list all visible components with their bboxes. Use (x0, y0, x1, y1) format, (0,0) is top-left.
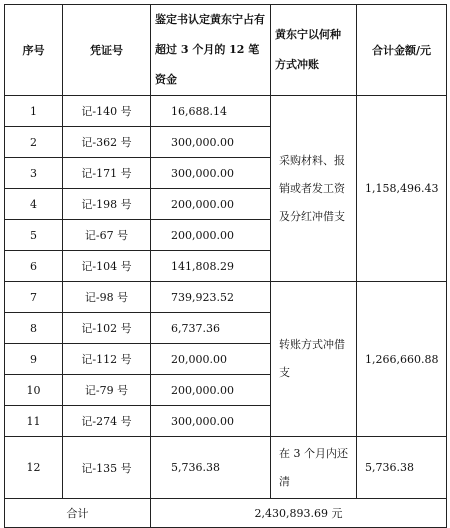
table-row (5, 96, 447, 127)
seq-cell: 8 (5, 313, 63, 344)
voucher-cell: 记-171 号 (63, 158, 151, 189)
method-line: 销或者发工资 (279, 181, 345, 195)
method-line: 及分红冲借支 (279, 209, 345, 223)
method-line: 转账方式冲借 (279, 338, 345, 351)
table-row (5, 437, 447, 499)
amount-cell: 200,000.00 (151, 220, 271, 251)
seq-cell: 7 (5, 282, 63, 313)
voucher-cell: 记-135 号 (63, 437, 151, 499)
total-cell-group-3: 5,736.38 (357, 437, 447, 499)
method-cell-group-2 (271, 282, 357, 437)
amount-cell: 300,000.00 (151, 127, 271, 158)
total-cell-group-1: 1,158,496.43 (357, 96, 447, 282)
seq-cell: 9 (5, 344, 63, 375)
amount-cell: 300,000.00 (151, 406, 271, 437)
header-row (5, 5, 447, 96)
voucher-cell: 记-102 号 (63, 313, 151, 344)
voucher-cell: 记-67 号 (63, 220, 151, 251)
method-line: 在 3 个月内还 (279, 446, 348, 460)
voucher-cell: 记-362 号 (63, 127, 151, 158)
method-line: 清 (279, 474, 290, 488)
header-total: 合计金额/元 (357, 5, 447, 96)
seq-cell: 1 (5, 96, 63, 127)
header-method-line2: 方式冲账 (275, 58, 319, 71)
seq-cell: 2 (5, 127, 63, 158)
seq-cell: 3 (5, 158, 63, 189)
method-line: 采购材料、报 (279, 153, 345, 167)
voucher-cell: 记-198 号 (63, 189, 151, 220)
seq-cell: 6 (5, 251, 63, 282)
amount-cell: 739,923.52 (151, 282, 271, 313)
amount-cell: 141,808.29 (151, 251, 271, 282)
voucher-cell: 记-112 号 (63, 344, 151, 375)
seq-cell: 10 (5, 375, 63, 406)
total-cell-group-2: 1,266,660.88 (357, 282, 447, 437)
header-amount-line2: 超过 3 个月的 12 笔资金 (155, 43, 260, 86)
voucher-cell: 记-274 号 (63, 406, 151, 437)
voucher-cell: 记-79 号 (63, 375, 151, 406)
method-line: 支 (279, 366, 290, 379)
method-cell-group-3 (271, 437, 357, 499)
header-method (271, 5, 357, 96)
amount-cell: 20,000.00 (151, 344, 271, 375)
footer-label: 合计 (5, 499, 151, 528)
footer-row (5, 499, 447, 528)
grand-total: 2,430,893.69 元 (151, 499, 447, 528)
header-amount-line1: 鉴定书认定黄东宁占有 (155, 13, 265, 26)
method-cell-group-1 (271, 96, 357, 282)
header-seq: 序号 (5, 5, 63, 96)
fund-table (4, 4, 447, 528)
voucher-cell: 记-104 号 (63, 251, 151, 282)
header-voucher: 凭证号 (63, 5, 151, 96)
voucher-cell: 记-140 号 (63, 96, 151, 127)
voucher-cell: 记-98 号 (63, 282, 151, 313)
amount-cell: 200,000.00 (151, 189, 271, 220)
amount-cell: 300,000.00 (151, 158, 271, 189)
table-row (5, 282, 447, 313)
seq-cell: 11 (5, 406, 63, 437)
amount-cell: 5,736.38 (151, 437, 271, 499)
seq-cell: 12 (5, 437, 63, 499)
seq-cell: 5 (5, 220, 63, 251)
header-method-line1: 黄东宁以何种 (275, 28, 341, 41)
amount-cell: 16,688.14 (151, 96, 271, 127)
header-amount (151, 5, 271, 96)
amount-cell: 6,737.36 (151, 313, 271, 344)
amount-cell: 200,000.00 (151, 375, 271, 406)
seq-cell: 4 (5, 189, 63, 220)
